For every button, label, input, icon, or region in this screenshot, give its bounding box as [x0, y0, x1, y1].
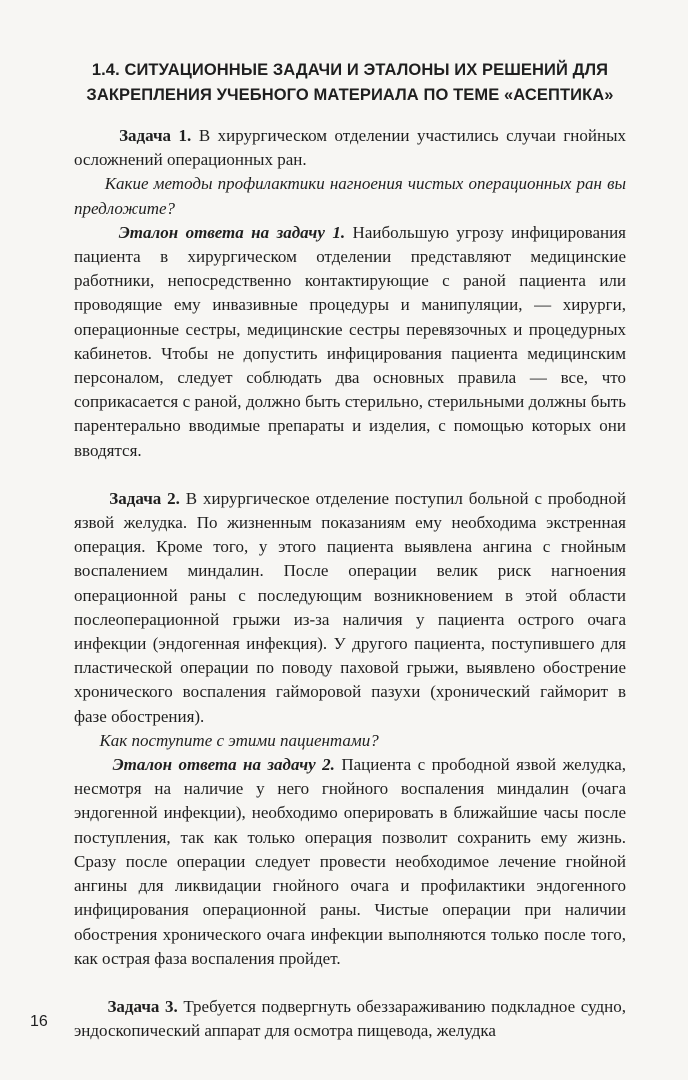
task-1-answer-label: Эталон ответа на задачу 1.: [118, 222, 346, 242]
section-heading: [74, 58, 626, 108]
task-1-label: Задача 1.: [119, 126, 192, 145]
task-1-question-text: Какие методы профилактики нагноения чистых операционных ран вы предложите?: [74, 174, 626, 218]
task-3-label: Задача 3.: [107, 996, 178, 1016]
task-2-answer-label: Эталон ответа на задачу 2.: [112, 755, 335, 775]
task-2-text: В хирургическое отделение поступил больной с прободной язвой желудка. По жизненным показаниям ему необходима экстренная операция. Кроме того, у этого пациента выявлена ангина с гнойным воспалением миндалин. После операции велик риск нагноения операционной раны с последующим возникновением в этой области послеоперационной грыжи из-за наличия у пациента острого очага инфекции (эндогенная инфекция). У другого пациента, поступившего для пластической операции по поводу паховой грыжи, выявлено обострение хронического воспаления гайморовой пазухи (хронический гайморит в фазе обострения).: [74, 488, 626, 726]
task-1-paragraph: [74, 124, 626, 172]
task-1-answer-text: Наибольшую угрозу инфицирования пациента в хирургическом отделении представляют медицинские работники, непосредственно контактирующие с раной пациента или проводящие ему инвазивные процедуры и манипуляции, — хирурги, операционные сестры, медицинские сестры перевязочных и процедурных кабинетов. Чтобы не допустить инфицирования пациента медицинским персоналом, следует соблюдать два основных правила — все, что соприкасается с раной, должно быть стерильно, стерильными должны быть парентерально вводимые препараты и изделия, с помощью которых они вводятся.: [74, 222, 627, 460]
task-3-paragraph: [74, 995, 626, 1043]
task-2-question: [74, 729, 626, 753]
heading-line-1: 1.4. СИТУАЦИОННЫЕ ЗАДАЧИ И ЭТАЛОНЫ ИХ РЕШЕНИЙ ДЛЯ: [91, 61, 609, 79]
task-3-text: Требуется подвергнуть обеззараживанию подкладное судно, эндоскопический аппарат для осмотра пищевода, желудка: [74, 996, 626, 1041]
spacer: [74, 971, 626, 995]
task-2-label: Задача 2.: [109, 488, 180, 508]
page-number: 16: [30, 1013, 48, 1030]
task-2-paragraph: [74, 487, 626, 729]
task-2-question-text: Как поступите с этими пациентами?: [99, 730, 379, 750]
heading-line-2: ЗАКРЕПЛЕНИЯ УЧЕБНОГО МАТЕРИАЛА ПО ТЕМЕ «АСЕПТИКА»: [86, 86, 614, 104]
task-2-answer-text: Пациента с прободной язвой желудка, несмотря на наличие у него гнойного воспаления миндалин (очага эндогенной инфекции), необходимо оперировать в ближайшие часы после поступления, так как только операция позволит сохранить ему жизнь. Сразу после операции следует провести необходимое лечение гнойной ангины для ликвидации гнойного очага и профилактики эндогенного инфицирования операционной раны. Чистые операции при наличии обострения хронического очага инфекции выполняются только после того, как острая фаза воспаления пройдет.: [74, 755, 627, 968]
task-1-question: [74, 172, 626, 220]
task-1-text: В хирургическом отделении участились случаи гнойных осложнений операционных ран.: [74, 126, 627, 170]
document-page: [74, 58, 626, 1043]
task-1-answer-paragraph: [74, 221, 626, 463]
task-2-answer-paragraph: [74, 753, 626, 971]
spacer: [74, 463, 626, 487]
